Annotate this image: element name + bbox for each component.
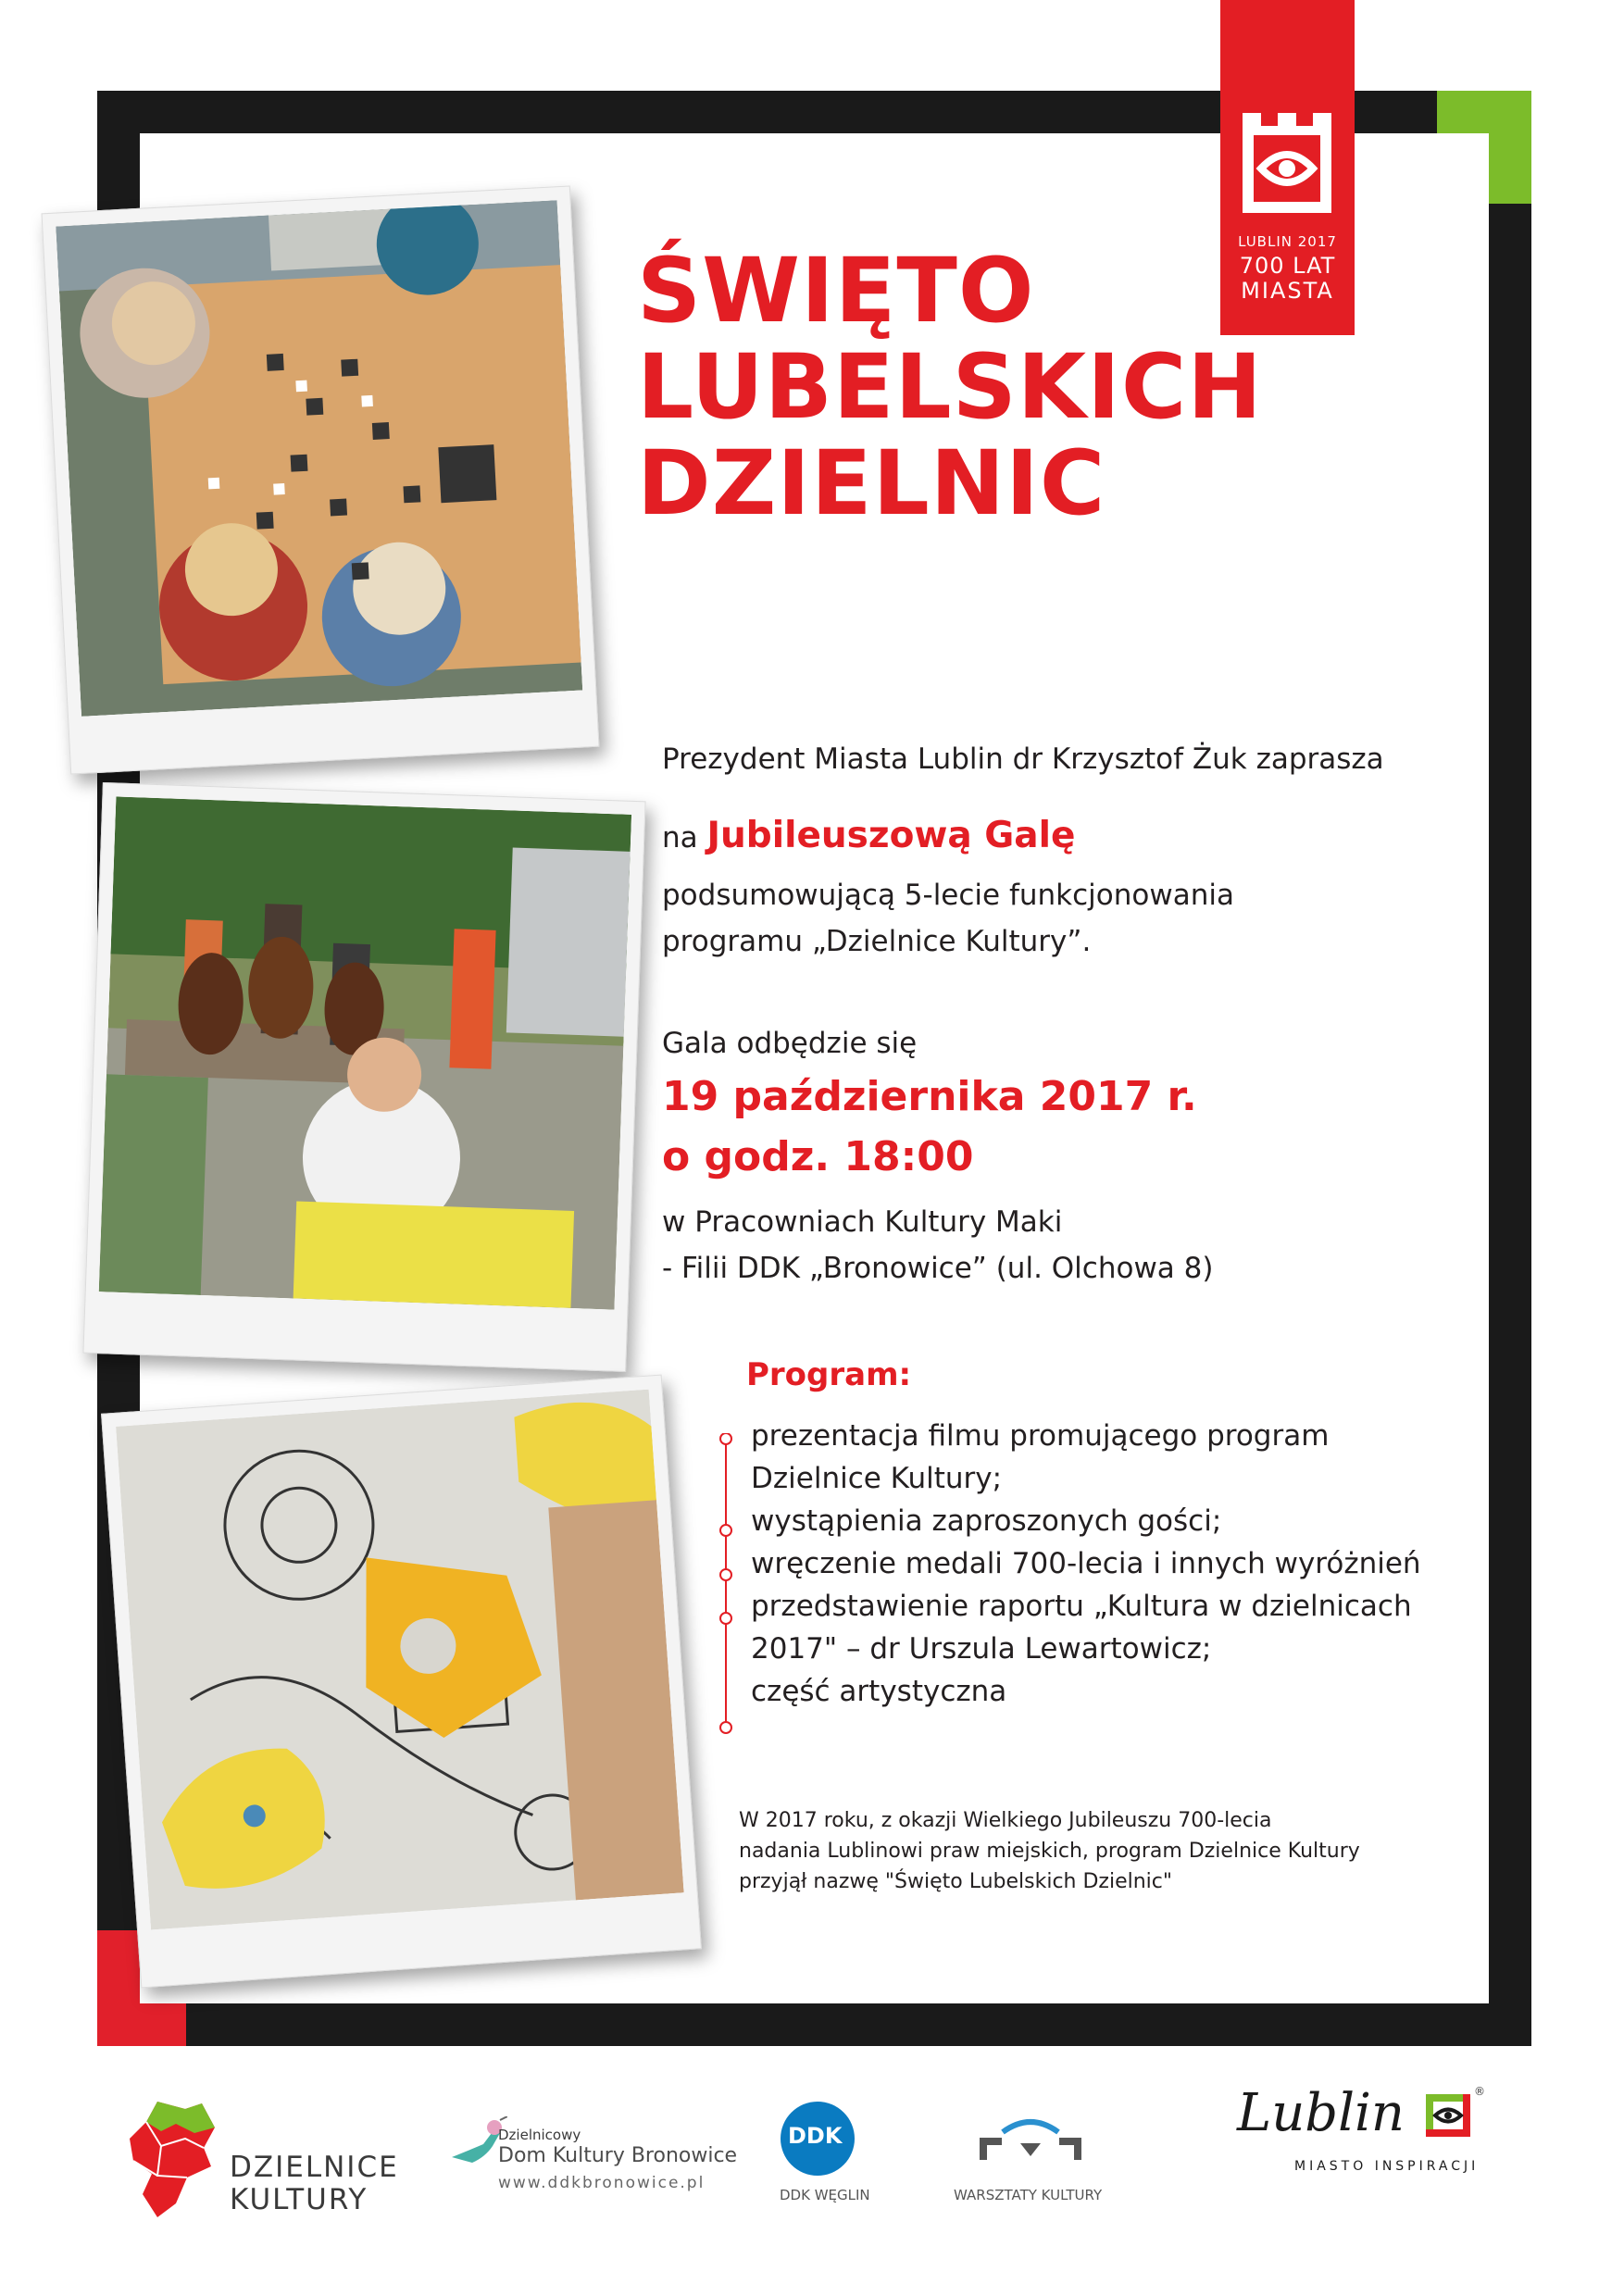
warsztaty-kultury-logo-icon — [980, 2115, 1081, 2162]
bronowice-url[interactable]: www.ddkbronowice.pl — [498, 2174, 706, 2192]
ddk-weglin-name: DDK WĘGLIN — [780, 2187, 870, 2203]
invite-date: 19 października 2017 r. — [662, 1073, 1197, 1120]
invite-place1: w Pracowniach Kultury Maki — [662, 1205, 1063, 1239]
invite-place2: - Filii DDK „Bronowice” (ul. Olchowa 8) — [662, 1252, 1214, 1285]
lublin-wordmark: Lublin — [1237, 2083, 1405, 2143]
lublin-tagline: MIASTO INSPIRACJI — [1294, 2159, 1480, 2174]
invite-gala-name: Jubileuszową Galę — [706, 815, 1076, 856]
bronowice-small: Dzielnicowy — [498, 2127, 581, 2143]
title-line1: ŚWIĘTO — [637, 239, 1035, 343]
program-title: Program: — [746, 1356, 912, 1393]
title-line3: DZIELNIC — [637, 431, 1106, 535]
invite-line3: programu „Dzielnice Kultury”. — [662, 925, 1092, 958]
program-line-1: prezentacja filmu promującego program — [751, 1419, 1330, 1453]
program-line-5: przedstawienie raportu „Kultura w dzielnicach — [751, 1590, 1412, 1623]
program-list — [751, 1415, 1421, 1713]
note-line2: nadania Lublinowi praw miejskich, program Dzielnice Kultury — [739, 1840, 1360, 1863]
warsztaty-kultury-name: WARSZTATY KULTURY — [954, 2187, 1103, 2203]
photo-kids-table-image — [56, 200, 582, 717]
ddk-logo-text: DDK — [788, 2123, 843, 2149]
dzielnice-kultury-logo-icon — [130, 2102, 215, 2217]
photo-cello-concert-image — [99, 796, 631, 1309]
photo-mural-painting-image — [116, 1390, 684, 1930]
frame-bottom — [97, 2003, 1531, 2046]
invite-line2: podsumowującą 5-lecie funkcjonowania — [662, 879, 1234, 912]
jubilee-note — [739, 1805, 1360, 1897]
dzielnice-kultury-name-2: KULTURY — [230, 2183, 369, 2216]
frame-green-corner-vertical — [1489, 91, 1531, 204]
lublin-gate-color-icon — [1426, 2094, 1470, 2137]
program-timeline — [715, 1433, 737, 1748]
lublin-gate-icon — [1241, 113, 1333, 215]
program-line-6: 2017" – dr Urszula Lewartowicz; — [751, 1632, 1212, 1666]
invite-gala-intro: Gala odbędzie się — [662, 1027, 918, 1060]
invite-gala-line — [662, 815, 1075, 859]
program-line-3: wystąpienia zaproszonych gości; — [751, 1504, 1222, 1538]
note-line1: W 2017 roku, z okazji Wielkiego Jubileuszu 700-lecia — [739, 1809, 1272, 1832]
program-line-7: część artystyczna — [751, 1675, 1007, 1708]
bronowice-name: Dom Kultury Bronowice — [498, 2144, 738, 2167]
badge-line1: LUBLIN 2017 — [1238, 233, 1337, 250]
note-line3: przyjął nazwę "Święto Lubelskich Dzielnic" — [739, 1870, 1173, 1893]
program-line-4: wręczenie medali 700-lecia i innych wyróżnień — [751, 1547, 1421, 1580]
invite-host: Prezydent Miasta Lublin dr Krzysztof Żuk zaprasza — [662, 742, 1384, 776]
program-line-2: Dzielnice Kultury; — [751, 1462, 1003, 1495]
invite-time: o godz. 18:00 — [662, 1133, 974, 1180]
photo-kids-table — [42, 185, 600, 774]
frame-right — [1489, 91, 1531, 2046]
frame-red-corner-horizontal — [97, 2003, 186, 2046]
dzielnice-kultury-name-1: DZIELNICE — [230, 2151, 399, 2184]
title-line2: LUBELSKICH — [637, 335, 1263, 439]
photo-mural-painting — [101, 1375, 702, 1989]
badge-line2: 700 LAT — [1239, 253, 1336, 279]
lublin-registered: ® — [1474, 2085, 1485, 2098]
badge-line3: MIASTA — [1241, 278, 1334, 304]
photo-cello-concert — [82, 782, 645, 1372]
invite-na: na — [662, 821, 698, 855]
